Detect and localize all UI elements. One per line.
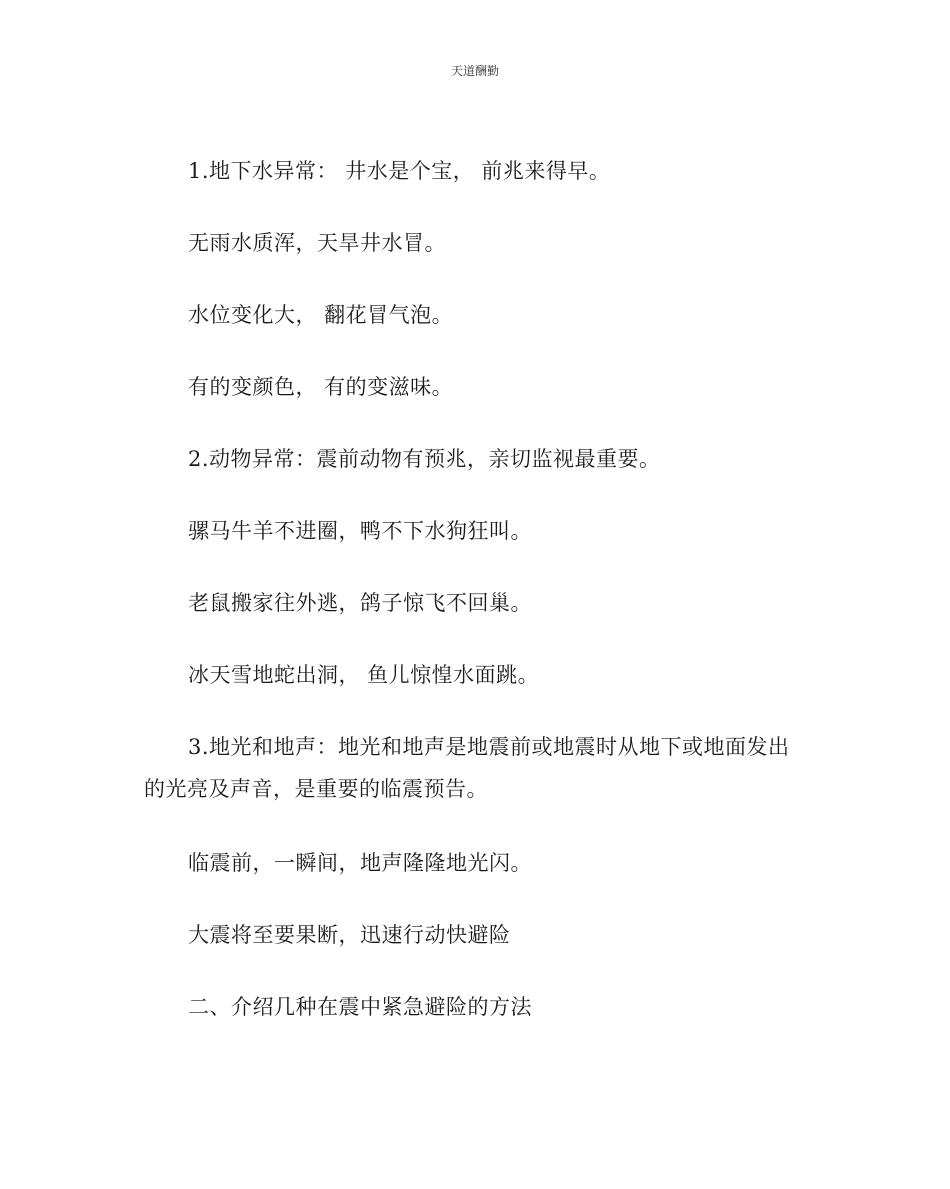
section-heading: 二、介绍几种在震中紧急避险的方法 [188, 995, 532, 1019]
paragraph-line: 大震将至要果断，迅速行动快避险 [188, 923, 511, 947]
paragraph-groundwater: 1.地下水异常： 井水是个宝， 前兆来得早。 [188, 159, 611, 183]
paragraph-line: 临震前，一瞬间，地声隆隆地光闪。 [188, 851, 532, 875]
paragraph-line: 骡马牛羊不进圈，鸭不下水狗狂叫。 [188, 519, 532, 543]
paragraph-line: 老鼠搬家往外逃，鸽子惊飞不回巢。 [188, 591, 532, 615]
paragraph-line: 冰天雪地蛇出洞， 鱼儿惊惶水面跳。 [188, 663, 540, 687]
paragraph-line: 水位变化大， 翻花冒气泡。 [188, 303, 454, 327]
paragraph-line: 有的变颜色， 有的变滋味。 [188, 375, 454, 399]
paragraph-animals: 2.动物异常：震前动物有预兆，亲切监视最重要。 [188, 447, 661, 471]
paragraph-light-sound: 3.地光和地声：地光和地声是地震前或地震时从地下或地面发出的光亮及声音，是重要的临震预告。 [144, 735, 790, 801]
page-header: 天道酬勤 [450, 64, 499, 78]
document-body [144, 150, 806, 1058]
paragraph-line: 无雨水质浑，天旱井水冒。 [188, 231, 446, 255]
